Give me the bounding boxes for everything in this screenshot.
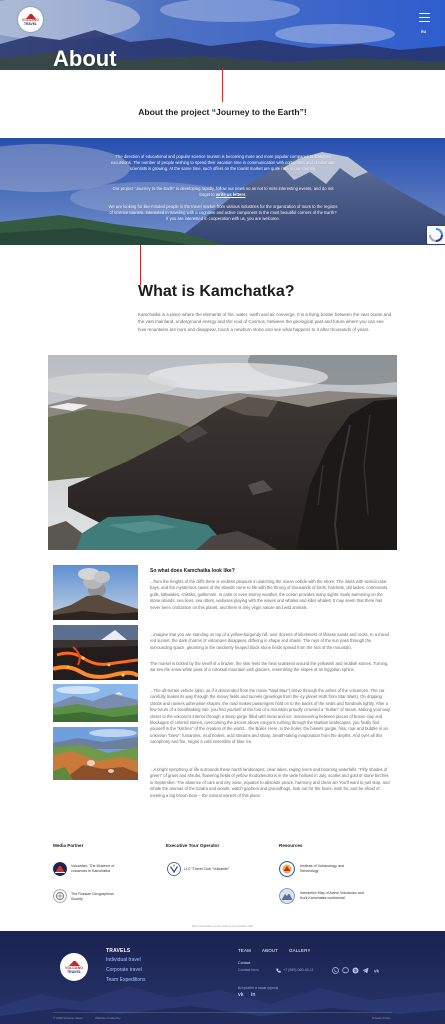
page-title: About: [53, 46, 117, 71]
menu-line: [419, 21, 430, 22]
kamchatka-heading: What is Kamchatka?: [138, 283, 295, 300]
skype-icon[interactable]: [352, 967, 359, 974]
whatsapp-icon[interactable]: [332, 967, 339, 974]
institute-logo-graphic: [279, 861, 295, 877]
footer-nav-gallery[interactable]: GALLERY: [289, 948, 311, 953]
intro-paragraph-1: The direction of educational and popular science tourism is becoming more and more popular compared to standard excursions. The number of people wishing to spend their vacation time in communication with competent and charismatic scientists is growing. At the same time, such offers on the tourist market are quite rare in our country.: [110, 154, 336, 172]
disclaimer-text: The information on the site is not a public offer: [191, 924, 254, 928]
credits-link[interactable]: Website created by: [95, 1016, 121, 1020]
kamchatka-paragraph-4: ...The all-terrain vehicle (also, as if it descended from the movie “Mad Max”) drove through the ashes of the volcanoes. The car carefully makes its way through the snowy fields and tunnels (greetings from the icy planet Hoth from Star Wars). On dripping climbs and ravines adrenaline shapes, the road makes passengers hold on to the backs of the seats and handrails tightly. After a few hours of a breathtaking ride, you find yourself at the foot of a mountain proudly crowned a “Sultan” of steam. Making your way closer to the volcano's interior through a steep gorge filled with snow and ice, manoeuvring between pieces of brown clay and blockages of colored stones, overcoming the ascent above canyons rushing through the Martian landscapes, you finally find yourself in the “kitchen” of the creation of the world... the Boiler. Here, in the boiler, the bowels gurgle, hiss, roar and bubble in an unknown “brew”: fumaroles, mud boilers, acid streams and sharp, breath-taking evaporation from the depths. And over all this cacophony and fire, reigns a cold ensemble of blue ice.: [150, 688, 390, 745]
recaptcha-icon: [427, 226, 445, 244]
individual-travel-link[interactable]: Individual travel: [106, 957, 141, 963]
intro-heading: About the project “Journey to the Earth”!: [138, 107, 307, 117]
institute-logo-icon[interactable]: [279, 861, 295, 877]
kamchatka-subheading: So what does Kamchatka look like?: [150, 568, 235, 574]
vk-group-icon[interactable]: vk: [238, 992, 244, 998]
resources-title: Resources: [279, 843, 303, 848]
hills-photo: [53, 684, 138, 722]
thumbnail-eruption: [53, 565, 138, 620]
team-expeditions-link[interactable]: Team Expeditions: [106, 977, 146, 983]
svg-text:vk: vk: [373, 968, 380, 974]
privacy-policy-link[interactable]: Privacy Policy: [372, 1016, 391, 1020]
telegram-icon[interactable]: [362, 967, 369, 974]
svg-text:S: S: [353, 968, 358, 973]
contact-form-link[interactable]: Contact form: [238, 968, 259, 972]
menu-line: [419, 17, 430, 18]
footer-nav-team[interactable]: TEAM: [238, 948, 251, 953]
join-groups-label: Вступайте в наши группы: [238, 986, 279, 990]
kamchatka-paragraph-1: ...from the heights of the cliffs there is endless pleasure in watching the ocean collide with the shore. The inlets with semicircular bays, and the mysterious caves of the islands come to life with the throng of thousands of birds: hatchets, old ladies, cormorants, gulls, kittiwakes, chistiks, guillemots. In calm or even stormy weather, the ocean provides many sights: seals swimming on the stone islands, sea lions, sea otters, walruses playing with the waves and whales and killer whales! It may seem that there has never been civilization on this planet, and there is only virgin nature and wild animals.: [150, 579, 389, 610]
eruption-photo: [53, 565, 138, 620]
intro-paragraph-2-end: .: [245, 192, 247, 198]
site-logo[interactable]: [18, 7, 43, 32]
logo-text-line1: VOLCANO: [22, 17, 39, 22]
travel-club-logo-icon[interactable]: [167, 862, 181, 876]
volcanic-landscape-image: [48, 355, 397, 550]
thumbnail-lava: [53, 625, 138, 680]
phone-number[interactable]: +7 (985) 060-49-11: [283, 968, 314, 972]
footer: [0, 931, 445, 1024]
hamburger-menu-icon[interactable]: [419, 13, 430, 22]
travels-title: TRAVELS: [106, 948, 131, 954]
divider-red-line: [140, 245, 141, 285]
travel-club-logo-graphic: [167, 862, 181, 876]
intro-paragraph-2-text: Our project “Journey to the Earth” is developing rapidly, follow our news so as not to miss interesting events, and do not forget to: [112, 186, 334, 198]
vk-icon[interactable]: [373, 967, 380, 974]
institute-link[interactable]: Institute of Volcanology and Seismology: [300, 864, 344, 873]
linkedin-group-icon[interactable]: in: [251, 992, 256, 998]
geothermal-valley-photo: [53, 727, 138, 780]
kamchatka-paragraph-5: ...A bright symphony of life surrounds these harsh landscapes: clear lakes, raging rivers and booming waterfalls. “Fifty shades of green” of grass and shrubs, flowering fields of yellow rhododendrons in the wide hollows in July, scarlet and gold of stone birches in September. The absence of cars and city noise, equates to absolute peace, harmony and clean air! You'll want to just stop, and inhale the aromas of the tundra and woods, watch gophers and groundhogs, look out for the foxes, wish for, and be afraid of meeting a big brown bear – the natural owners of this place.: [150, 767, 390, 798]
corporate-travel-link[interactable]: Corporate travel: [106, 967, 142, 973]
geographical-society-logo-icon[interactable]: [53, 889, 67, 903]
volcano-map-logo-graphic: [279, 888, 295, 904]
logo-text-line2: TRAVEL: [23, 21, 38, 26]
thumbnail-hills: [53, 684, 138, 722]
volcano-map-logo-icon[interactable]: [279, 888, 295, 904]
lava-photo: [53, 625, 138, 680]
viber-icon[interactable]: [342, 967, 349, 974]
footer-divider: [53, 1012, 392, 1013]
kamchatka-paragraph-2: ...imagine that you are standing on top of a yellow-burgundy hill, over dozens of kilometers of lifeless sands and rocks. In a mixed red sunset, the dark charms of volcanoes disappear, differing in shape and shade. The rays of the sun pass through the surrounding space, gleaming in the randomly heaped black stone fields spread from the foot of the mountain.: [150, 632, 390, 650]
contact-label: Contact: [238, 961, 251, 965]
geographical-society-logo-graphic: [53, 889, 67, 903]
footer-logo[interactable]: [60, 953, 88, 981]
menu-line: [419, 13, 430, 14]
footer-logo-text-line2: TRAVEL: [66, 970, 82, 974]
write-us-link[interactable]: write us letters: [215, 192, 246, 198]
language-switch[interactable]: RU: [421, 30, 427, 34]
travel-club-link[interactable]: LLC “Travel Club “Vulkanite”: [184, 867, 230, 871]
intro-paragraph-2: [108, 186, 338, 198]
divider-red-line: [222, 68, 223, 102]
volcano-museum-logo-graphic: [53, 862, 67, 876]
volcano-museum-logo-icon[interactable]: [53, 862, 67, 876]
copyright-text: © 2023 Volcano travel: [53, 1016, 83, 1020]
kamchatka-lead: Kamchatka is a place where the elements of fire, water, earth and air converge. It is a living border between the vast ocean and the vast mainland, underground energy and the void of Cosmos, between the geological past and future where you can see how mountains are born and disappear, touch a newborn stone and see what happens to it after thousands of years.: [138, 312, 392, 332]
footer-nav-about[interactable]: ABOUT: [262, 948, 279, 953]
tour-operator-title: Executive Tour Operator: [166, 843, 220, 848]
phone-icon: [276, 968, 281, 973]
footer-logo-text-line1: VOLCANO: [65, 966, 83, 970]
kamchatka-paragraph-3: The morsel is tickled by the smell of a brazier, the skin feels the heat scattered around the yellowish and reddish stones. Turning, we see the snow-white peak of a colossal mountain with glaciers, resembling the slopes of an Egyptian sphinx.: [150, 661, 389, 673]
recaptcha-badge[interactable]: [427, 226, 445, 244]
intro-paragraph-3: We are looking for like-minded people in the travel market from various industries for the organization of tours to the regions of science tourism. Interested in traveling with a cognitive and active component to the most beautiful corners of the Earth? If you are interested in cooperation with us, you are welcome.: [108, 204, 338, 222]
geographical-society-link[interactable]: The Russian Geographical Society: [71, 892, 114, 901]
thumbnail-valley: [53, 727, 138, 780]
volcano-museum-link[interactable]: Volcanism. The Museum of volcanoes in Kamchatka: [71, 864, 115, 873]
volcano-map-link[interactable]: Interactive Map of Active Volcanoes and Kuril-Kamchatka continental: [300, 891, 364, 900]
media-partner-title: Media Partner: [53, 843, 84, 848]
kamchatka-main-photo: [48, 355, 397, 550]
